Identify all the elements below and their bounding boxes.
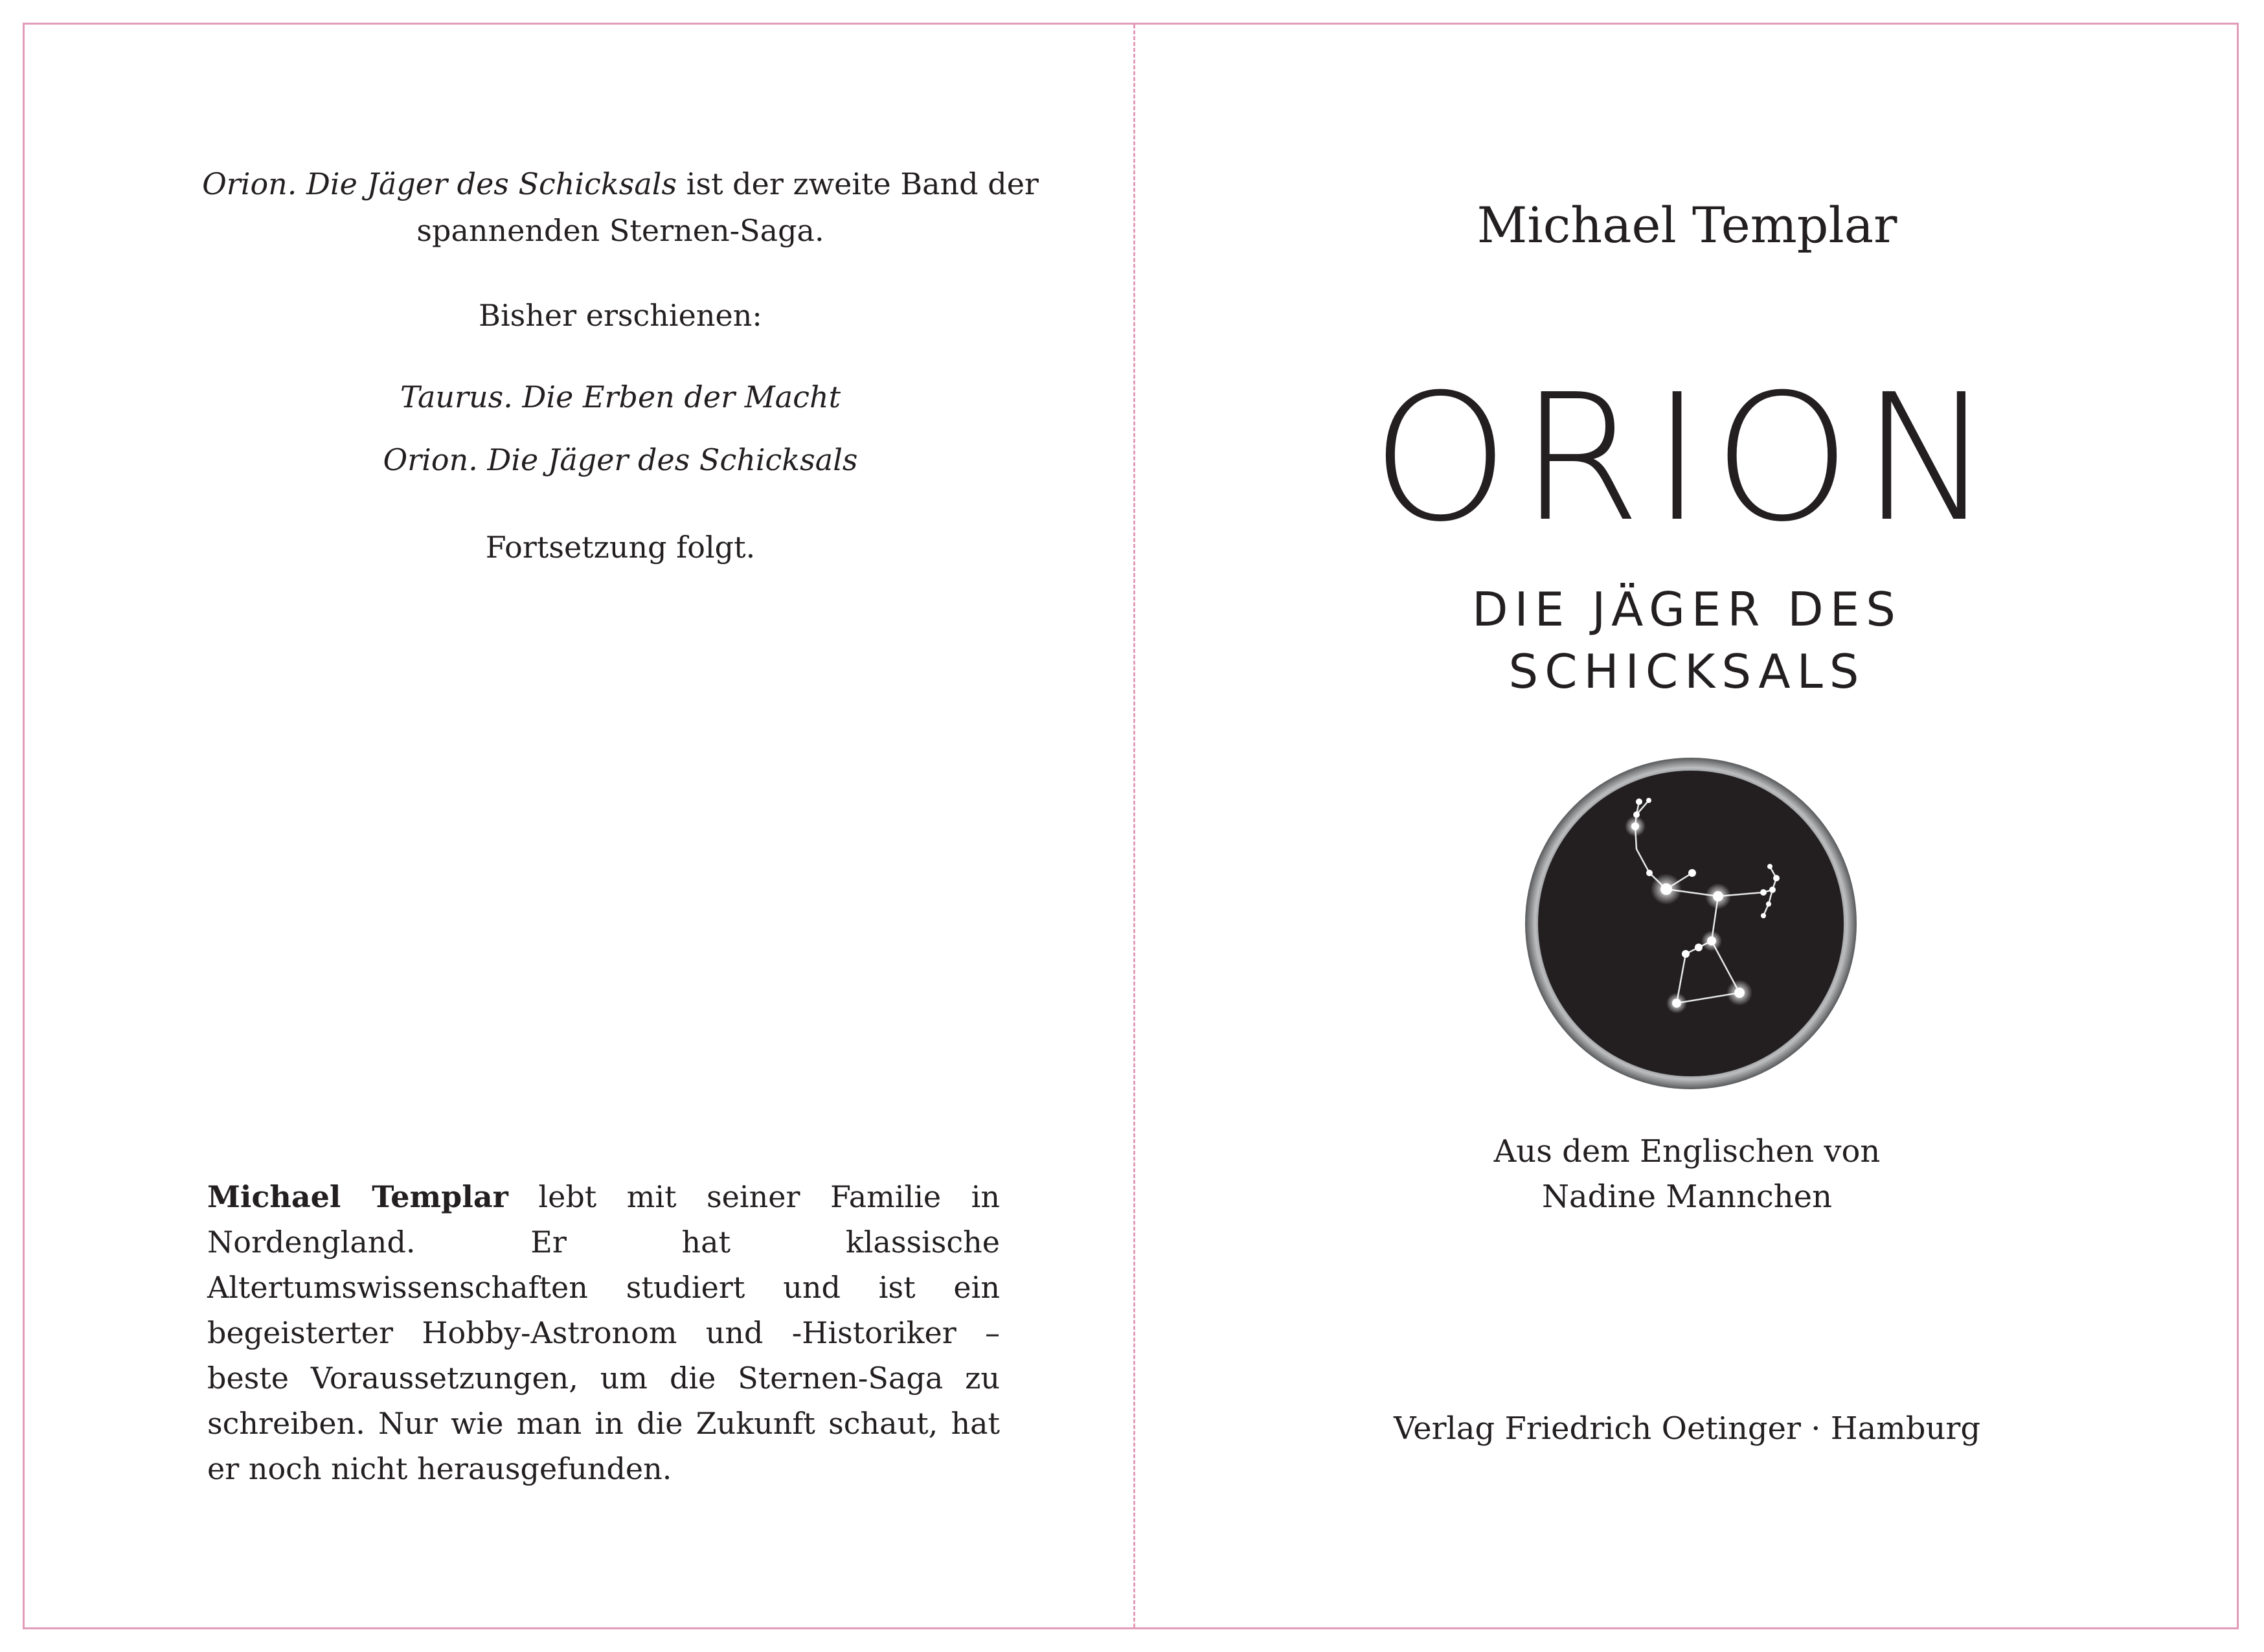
series-intro-rest: ist der zweite Band der [677,166,1039,201]
subtitle-line1: DIE JÄGER DES [1472,582,1902,637]
author-name: Michael Templar [1477,196,1897,254]
bio-author-name: Michael Templar [207,1179,508,1214]
publisher-imprint: Verlag Friedrich Oetinger · Hamburg [1393,1410,1981,1447]
bio-text: lebt mit seiner Familie in Nordengland. Er hat klassische Altertumswissenschaften studiert und ist ein begeisterter Hobby-Astronom und -Historiker – beste Voraussetzungen, um die Sternen-Saga zu schreiben. Nur wie man in die Zukunft schaut, hat er noch nicht herausgefunden. [207,1179,1000,1486]
translator-name: Nadine Mannchen [1542,1179,1832,1215]
right-page [1135,25,2239,1627]
translator-line1: Aus dem Englischen von [1493,1133,1881,1170]
book-title-2: Orion. Die Jäger des Schicksals [383,442,858,477]
translator-credit [1135,1129,2239,1219]
subtitle-line2: SCHICKSALS [1508,644,1866,699]
published-heading: Bisher erschienen: [479,298,762,333]
book-title: ORION [1371,356,2003,560]
emblem-disc [1538,771,1844,1076]
continuation-note: Fortsetzung folgt. [485,530,756,565]
left-page [25,25,1133,1627]
book-title-1: Taurus. Die Erben der Macht [400,379,841,414]
orion-constellation-icon [1523,755,1859,1092]
author-bio [207,1174,1000,1491]
series-intro-title: Orion. Die Jäger des Schicksals [202,166,677,201]
series-intro [193,161,1048,254]
book-subtitle [1135,578,2239,703]
series-intro-line1 [193,161,1048,207]
series-intro-line2: spannenden Sternen-Saga. [416,213,824,248]
